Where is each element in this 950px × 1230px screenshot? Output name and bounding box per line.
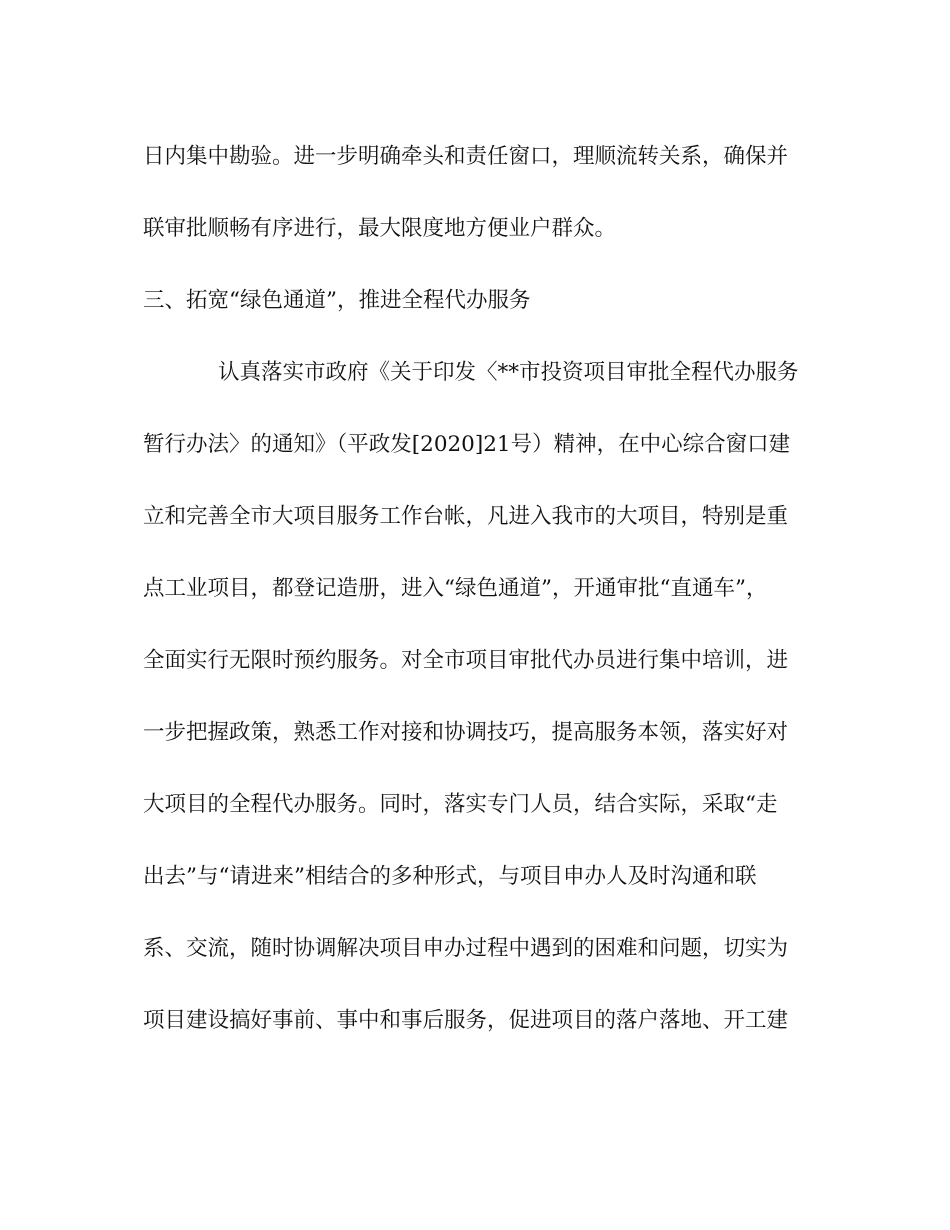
paragraph-line: 一步把握政策，熟悉工作对接和协调技巧，提高服务本领，落实好对 [143, 720, 789, 745]
paragraph-line: 出去”与“请进来”相结合的多种形式，与项目申办人及时沟通和联 [143, 864, 757, 889]
paragraph-line: 系、交流，随时协调解决项目申办过程中遇到的困难和问题，切实为 [143, 936, 789, 961]
paragraph-line: 暂行办法〉的通知》（平政发[2020]21号）精神，在中心综合窗口建 [143, 432, 791, 457]
paragraph-line: 全面实行无限时预约服务。对全市项目审批代办员进行集中培训，进 [143, 648, 789, 673]
paragraph-line: 日内集中勘验。进一步明确牵头和责任窗口，理顺流转关系，确保并 [143, 144, 789, 169]
paragraph-line: 项目建设搞好事前、事中和事后服务，促进项目的落户落地、开工建 [143, 1008, 789, 1033]
paragraph-line: 认真落实市政府《关于印发〈**市投资项目审批全程代办服务 [218, 360, 799, 385]
section-heading: 三、拓宽“绿色通道”，推进全程代办服务 [143, 288, 531, 313]
paragraph-line: 点工业项目，都登记造册，进入“绿色通道”，开通审批“直通车”， [143, 576, 768, 601]
paragraph-line: 立和完善全市大项目服务工作台帐，凡进入我市的大项目，特别是重 [143, 504, 789, 529]
paragraph-line: 大项目的全程代办服务。同时，落实专门人员，结合实际，采取“走 [143, 792, 778, 817]
paragraph-line: 联审批顺畅有序进行，最大限度地方便业户群众。 [143, 216, 617, 241]
